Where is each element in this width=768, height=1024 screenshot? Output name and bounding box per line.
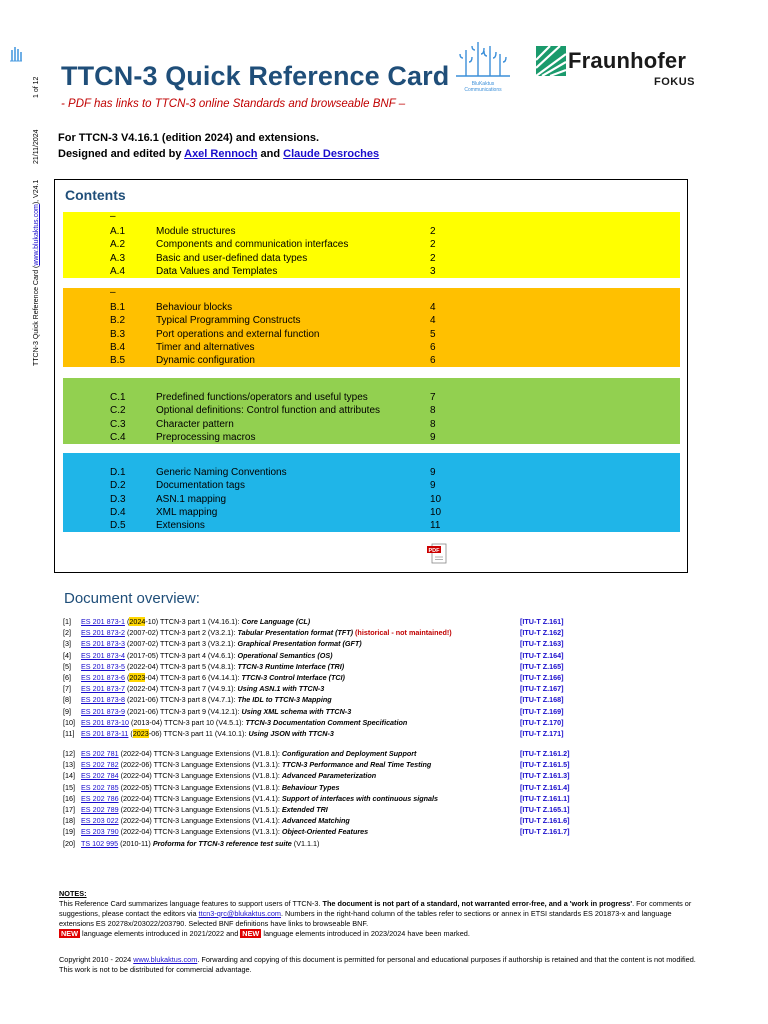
document-description: TTCN-3 Language Extensions (V1.3.1): (151, 827, 282, 837)
document-title: Core Language (CL) (241, 617, 311, 626)
svg-text:PDF: PDF (428, 548, 440, 554)
document-number: [17] (63, 805, 75, 814)
document-entry (81, 717, 407, 728)
contents-item-code: D.5 (110, 519, 126, 531)
contents-item-name: Optional definitions: Control function and attributes (156, 405, 381, 417)
document-date-open: ( (124, 661, 130, 671)
document-description: TTCN-3 Language Extensions (V1.8.1): (151, 749, 282, 759)
document-row (63, 661, 703, 672)
document-row (63, 650, 703, 661)
contents-item[interactable] (63, 265, 680, 278)
contents-item-code: A.2 (110, 239, 126, 251)
standard-link[interactable]: ES 201 873-2 (81, 628, 125, 638)
contents-item-name: Basic and user-defined data types (156, 252, 308, 264)
standard-link[interactable]: ES 201 873-9 (81, 706, 125, 716)
document-date: 2021-06) (129, 695, 159, 705)
itu-reference: [ITU-T Z.163] (520, 639, 564, 649)
contents-item-code: A.1 (110, 226, 126, 238)
contents-item[interactable] (63, 391, 680, 404)
standard-link[interactable]: ES 202 785 (81, 782, 119, 792)
standard-link[interactable]: ES 201 873-11 (81, 728, 129, 738)
contents-group-heading: – (110, 287, 116, 298)
document-date: 2022-04) (129, 684, 159, 694)
contents-item[interactable] (63, 418, 680, 431)
standard-link[interactable]: ES 202 781 (81, 749, 119, 759)
contents-item-name: Dynamic configuration (156, 354, 255, 366)
blukaktus-logo (448, 36, 518, 94)
contents-item-code: A.3 (110, 252, 126, 264)
document-row (63, 683, 703, 694)
document-date-open: ( (128, 728, 133, 738)
editor-link-desroches[interactable]: Claude Desroches (283, 148, 380, 160)
contents-item-code: D.1 (110, 467, 126, 479)
contents-item[interactable] (63, 479, 680, 492)
notes-text: This Reference Card summarizes language features to support users of TTCN-3. The document is not part of a standard, not warranted error-free, and a 'work in progress'. For comments or suggestions, please contact the editors via ttcn3-qrc@blukaktus.com. Numbers in the right-hand column of the tables refer to sections or annex in ETSI standards ES 201873-x and language extensions ES 20278x/203022/203790. Selected BNF definitions have links to browseable BNF. (59, 899, 692, 928)
contents-item[interactable] (63, 354, 680, 367)
document-entry (81, 694, 332, 705)
document-title: TTCN-3 Runtime Interface (TRI) (237, 661, 345, 671)
contents-item-page: 10 (430, 506, 442, 518)
pdf-icon[interactable] (426, 543, 450, 565)
document-date-open: ( (124, 617, 130, 626)
document-number: [20] (63, 838, 75, 848)
contents-item-name: Data Values and Templates (156, 265, 278, 277)
document-title: TTCN-3 Control Interface (TCI) (241, 672, 345, 682)
standard-link[interactable]: ES 203 790 (81, 827, 119, 837)
document-title: Advanced Matching (281, 816, 350, 826)
document-date: (2022-04) (118, 749, 152, 759)
document-number: [18] (63, 816, 75, 826)
new-tag-2021: NEW (61, 929, 79, 938)
contents-group-c (63, 378, 680, 444)
document-title: TTCN-3 Documentation Comment Specification (245, 717, 408, 727)
contents-item[interactable] (63, 238, 680, 251)
contents-item-name: Components and communication interfaces (156, 239, 349, 251)
contents-item[interactable] (63, 519, 680, 532)
document-date: (2010-11) (118, 838, 151, 848)
document-title: Operational Semantics (OS) (237, 650, 333, 660)
itu-reference: [ITU-T Z.162] (520, 628, 564, 638)
contents-item-page: 4 (430, 302, 436, 314)
contents-item-code: D.4 (110, 506, 126, 518)
contents-item-page: 2 (430, 252, 436, 264)
standard-link[interactable]: ES 202 789 (81, 805, 119, 814)
document-entry (81, 838, 319, 849)
document-date-open: ( (128, 717, 134, 727)
svg-text:Communications: Communications (464, 87, 502, 93)
document-date: 2013-04) (133, 717, 163, 727)
contents-item-name: XML mapping (156, 506, 218, 518)
contents-item-page: 8 (430, 418, 436, 430)
document-entry (81, 661, 344, 672)
document-row (63, 672, 703, 683)
document-description: TTCN-3 Language Extensions (V1.8.1): (151, 782, 282, 792)
contents-item-name: Documentation tags (156, 480, 245, 492)
contents-item-name: Typical Programming Constructs (156, 315, 301, 327)
document-date-open: ( (124, 628, 130, 638)
standard-link[interactable]: ES 201 873-1 (81, 617, 125, 626)
copyright-website-link[interactable]: www.blukaktus.com (133, 955, 198, 964)
document-date-open: ( (124, 706, 130, 716)
contents-group-a (63, 212, 680, 278)
itu-reference: [ITU-T Z.165.1] (520, 805, 570, 814)
contents-group-heading (63, 453, 680, 466)
contents-item-code: D.2 (110, 480, 126, 492)
document-date: 2022-04) (129, 661, 159, 671)
standard-link[interactable]: ES 202 782 (81, 760, 119, 770)
document-row (63, 717, 703, 728)
itu-reference: [ITU-T Z.161] (520, 617, 564, 626)
new-marker-legend: NEW language elements introduced in 2021/2022 and NEW language elements introduced in 2023/2024 have been marked. (61, 929, 470, 938)
itu-reference: [ITU-T Z.168] (520, 695, 564, 705)
document-title: Extended TRI (281, 805, 328, 814)
document-description: TTCN-3 Language Extensions (V1.5.1): (151, 805, 282, 814)
contents-item-code: C.2 (110, 405, 126, 417)
notes-section (59, 889, 699, 939)
document-description: TTCN-3 part 3 (V3.2.1): (158, 639, 238, 649)
itu-reference: [ITU-T Z.161.7] (520, 827, 570, 837)
document-number: [6] (63, 672, 71, 682)
document-title: Graphical Presentation format (GFT) (237, 639, 362, 649)
itu-reference: [ITU-T Z.166] (520, 672, 564, 682)
fraunhofer-icon (536, 46, 566, 76)
standard-link[interactable]: ES 201 873-6 (81, 672, 125, 682)
contents-group-d (63, 453, 680, 532)
contents-item-page: 5 (430, 328, 436, 340)
document-title: Using JSON with TTCN-3 (248, 728, 334, 738)
contents-item-page: 2 (430, 226, 436, 238)
contents-item-name: Timer and alternatives (156, 341, 255, 353)
standard-link[interactable]: TS 102 995 (81, 838, 119, 848)
standard-link[interactable]: ES 201 873-5 (81, 661, 125, 671)
contents-item-page: 9 (430, 467, 436, 479)
contents-item-code: B.2 (110, 315, 126, 327)
contents-item-code: B.3 (110, 328, 126, 340)
document-number: [14] (63, 771, 75, 781)
page-subtitle: - PDF has links to TTCN-3 online Standards and browseable BNF – (61, 98, 406, 110)
itu-reference: [ITU-T Z.161.2] (520, 749, 570, 759)
document-number: [12] (63, 749, 75, 759)
contents-item[interactable] (63, 301, 680, 314)
document-number: [3] (63, 639, 71, 649)
itu-reference: [ITU-T Z.167] (520, 684, 564, 694)
document-description: TTCN-3 Language Extensions (V1.4.1): (151, 793, 282, 803)
contents-item-name: Generic Naming Conventions (156, 467, 287, 479)
itu-reference: [ITU-T Z.161.3] (520, 771, 570, 781)
historical-note: (historical - not maintained!) (353, 628, 452, 638)
document-entry (81, 804, 328, 815)
contents-item-name: Behaviour blocks (156, 302, 233, 314)
contents-item-page: 4 (430, 315, 436, 327)
email-link[interactable]: ttcn3-qrc@blukaktus.com (198, 909, 281, 918)
document-title: Using XML schema with TTCN-3 (241, 706, 352, 716)
margin-website-link[interactable]: www.blukaktus.com (33, 204, 40, 266)
contents-item[interactable] (63, 404, 680, 417)
itu-reference: [ITU-T Z.164] (520, 650, 564, 660)
standard-link[interactable]: ES 202 786 (81, 793, 119, 803)
document-entry (81, 672, 345, 683)
svg-text:BluKaktus: BluKaktus (471, 81, 495, 87)
document-date: (2022-04) (118, 793, 152, 803)
contents-item-code: D.3 (110, 493, 126, 505)
document-description: TTCN-3 part 10 (V4.5.1): (162, 717, 246, 727)
extension-row (63, 838, 703, 849)
document-entry (81, 815, 350, 826)
list-spacer (63, 739, 703, 748)
document-entry (81, 627, 452, 638)
document-list (63, 616, 703, 849)
document-entry (81, 683, 324, 694)
document-description: TTCN-3 part 7 (V4.9.1): (158, 684, 238, 694)
document-description: TTCN-3 part 4 (V4.6.1): (158, 650, 238, 660)
document-number: [10] (63, 717, 75, 727)
standard-link[interactable]: ES 203 022 (81, 816, 119, 826)
contents-item-page: 3 (430, 265, 436, 277)
document-date: -10) (145, 617, 159, 626)
document-description: TTCN-3 Language Extensions (V1.8.1): (151, 771, 282, 781)
card-reference: TTCN-3 Quick Reference Card (www.blukaktus.com), V24.1 (33, 179, 40, 366)
document-entry (81, 826, 368, 837)
document-title: Behaviour Types (281, 782, 340, 792)
contents-box (54, 179, 688, 573)
contents-item[interactable] (63, 328, 680, 341)
document-date-open: ( (124, 684, 130, 694)
contents-item[interactable] (63, 506, 680, 519)
document-date: -06) (148, 728, 162, 738)
contents-item-code: C.1 (110, 392, 126, 404)
standard-link[interactable]: ES 202 784 (81, 771, 119, 781)
document-description: TTCN-3 part 1 (V4.16.1): (158, 617, 242, 626)
document-date: (2022-04) (118, 805, 152, 814)
contents-item-name: Character pattern (156, 418, 234, 430)
standard-link[interactable]: ES 201 873-8 (81, 695, 125, 705)
contents-item-code: C.3 (110, 418, 126, 430)
fraunhofer-logo (536, 46, 706, 90)
new-year-highlight: 2024 (129, 617, 146, 626)
itu-reference: [ITU-T Z.171] (520, 728, 564, 738)
document-number: [13] (63, 760, 75, 770)
document-date-open: ( (124, 672, 130, 682)
extension-row (63, 759, 703, 770)
contents-item[interactable] (63, 252, 680, 265)
contents-item-page: 6 (430, 354, 436, 366)
contents-item[interactable] (63, 431, 680, 444)
document-row (63, 638, 703, 649)
document-number: [19] (63, 827, 75, 837)
contents-item-name: Module structures (156, 226, 236, 238)
document-date: (2022-06) (118, 760, 152, 770)
contents-item-code: A.4 (110, 265, 126, 277)
editor-link-rennoch[interactable]: Axel Rennoch (184, 148, 258, 160)
document-entry (81, 638, 362, 649)
contents-item-page: 10 (430, 493, 442, 505)
document-row (63, 706, 703, 717)
itu-reference: [ITU-T Z.170] (520, 717, 564, 727)
document-description: TTCN-3 part 2 (V3.2.1): (158, 628, 238, 638)
document-title: The IDL to TTCN-3 Mapping (237, 695, 332, 705)
document-entry (81, 616, 310, 627)
contents-item-code: B.1 (110, 302, 126, 314)
document-description: TTCN-3 part 6 (V4.14.1): (158, 672, 242, 682)
standard-link[interactable]: ES 201 873-7 (81, 684, 125, 694)
document-overview-title: Document overview: (64, 590, 200, 607)
contents-item-page: 11 (430, 519, 441, 531)
contents-item-page: 8 (430, 405, 436, 417)
editors-line: Designed and edited by Axel Rennoch and Claude Desroches (58, 148, 380, 160)
document-row (63, 728, 703, 739)
new-year-highlight: 2023 (132, 728, 149, 738)
document-entry (81, 782, 340, 793)
document-date: -04) (145, 672, 159, 682)
version-line: For TTCN-3 V4.16.1 (edition 2024) and extensions. (58, 132, 320, 144)
document-row (63, 616, 703, 627)
document-title: Tabular Presentation format (TFT) (237, 628, 354, 638)
small-cactus-logo (9, 44, 23, 62)
document-date-open: ( (124, 639, 130, 649)
document-title: Advanced Parameterization (281, 771, 377, 781)
document-date: 2021-06) (129, 706, 159, 716)
itu-reference: [ITU-T Z.169] (520, 706, 564, 716)
extension-row (63, 793, 703, 804)
document-date-open: ( (124, 695, 130, 705)
document-number: [5] (63, 661, 71, 671)
document-date: 2007-02) (129, 639, 159, 649)
fraunhofer-fokus: FOKUS (654, 76, 695, 88)
document-number: [2] (63, 628, 71, 638)
document-description: TTCN-3 part 11 (V4.10.1): (161, 728, 249, 738)
contents-item-name: Extensions (156, 519, 205, 531)
document-title: TTCN-3 Performance and Real Time Testing (281, 760, 432, 770)
fraunhofer-name: Fraunhofer (568, 48, 687, 73)
intro-text (58, 130, 379, 162)
contents-item[interactable] (63, 493, 680, 506)
itu-reference: [ITU-T Z.161.1] (520, 793, 570, 803)
document-description: TTCN-3 Language Extensions (V1.4.1): (151, 816, 282, 826)
contents-item-page: 9 (430, 431, 436, 443)
standard-link[interactable]: ES 201 873-10 (81, 717, 129, 727)
document-entry (81, 748, 416, 759)
document-title: Proforma for TTCN-3 reference test suite (152, 838, 292, 848)
page-title: TTCN-3 Quick Reference Card (61, 61, 450, 91)
contents-item-code: B.5 (110, 354, 126, 366)
document-number: [7] (63, 684, 71, 694)
contents-item[interactable] (63, 225, 680, 238)
contents-item[interactable] (63, 466, 680, 479)
new-year-highlight: 2023 (129, 672, 146, 682)
contents-title: Contents (65, 187, 126, 203)
contents-item-name: Predefined functions/operators and useful types (156, 392, 368, 404)
contents-group-heading (63, 378, 680, 391)
contents-group-b (63, 288, 680, 367)
document-title: Object-Oriented Features (281, 827, 369, 837)
margin-date: 21/11/2024 (33, 129, 40, 164)
document-entry (81, 728, 334, 739)
standard-link[interactable]: ES 201 873-3 (81, 639, 125, 649)
standard-link[interactable]: ES 201 873-4 (81, 650, 125, 660)
contents-item-page: 7 (430, 392, 436, 404)
itu-reference: [ITU-T Z.161.5] (520, 760, 570, 770)
document-description: TTCN-3 part 5 (V4.8.1): (158, 661, 238, 671)
page-number: 1 of 12 (33, 76, 40, 98)
contents-item-name: Port operations and external function (156, 328, 320, 340)
copyright: Copyright 2010 - 2024 www.blukaktus.com. Forwarding and copying of this document is permitted for personal and educational purposes if authorship is retained and that the content is not modified. This work is not to be distributed for commercial advantage. (59, 955, 696, 974)
extension-row (63, 782, 703, 793)
document-version: (V1.1.1) (291, 838, 320, 848)
contents-item-code: B.4 (110, 341, 126, 353)
extension-row (63, 815, 703, 826)
itu-reference: [ITU-T Z.161.6] (520, 816, 570, 826)
document-date: (2022-04) (118, 771, 152, 781)
document-entry (81, 759, 431, 770)
contents-item-name: ASN.1 mapping (156, 493, 227, 505)
notes-heading: NOTES: (59, 889, 87, 898)
itu-reference: [ITU-T Z.161.4] (520, 782, 570, 792)
contents-item[interactable] (63, 341, 680, 354)
document-date-open: ( (124, 650, 130, 660)
document-title: Support of interfaces with continuous signals (281, 793, 438, 803)
document-entry (81, 706, 351, 717)
document-entry (81, 770, 376, 781)
extension-row (63, 804, 703, 815)
contents-item-code: C.4 (110, 431, 126, 443)
document-date: 2007-02) (129, 628, 159, 638)
document-description: TTCN-3 Language Extensions (V1.3.1): (151, 760, 282, 770)
document-date: 2017-05) (129, 650, 159, 660)
extension-row (63, 748, 703, 759)
contents-group-heading: – (110, 211, 116, 222)
document-number: [15] (63, 782, 75, 792)
contents-item-page: 6 (430, 341, 436, 353)
contents-item[interactable] (63, 314, 680, 327)
document-row (63, 627, 703, 638)
document-date: (2022-05) (118, 782, 152, 792)
contents-item-page: 9 (430, 480, 436, 492)
document-number: [4] (63, 650, 71, 660)
extension-row (63, 826, 703, 837)
extension-row (63, 770, 703, 781)
itu-reference: [ITU-T Z.165] (520, 661, 564, 671)
document-number: [1] (63, 617, 71, 626)
document-row (63, 694, 703, 705)
document-entry (81, 793, 438, 804)
document-description: TTCN-3 part 9 (V4.12.1): (158, 706, 242, 716)
document-number: [11] (63, 728, 75, 738)
document-date: (2022-04) (118, 827, 152, 837)
contents-item-page: 2 (430, 239, 436, 251)
document-date: (2022-04) (118, 816, 152, 826)
document-number: [8] (63, 695, 71, 705)
document-number: [16] (63, 793, 75, 803)
new-tag-2023: NEW (242, 929, 260, 938)
contents-item-name: Preprocessing macros (156, 431, 256, 443)
document-entry (81, 650, 333, 661)
document-title: Configuration and Deployment Support (281, 749, 417, 759)
document-number: [9] (63, 706, 71, 716)
document-description: TTCN-3 part 8 (V4.7.1): (158, 695, 238, 705)
document-title: Using ASN.1 with TTCN-3 (237, 684, 325, 694)
